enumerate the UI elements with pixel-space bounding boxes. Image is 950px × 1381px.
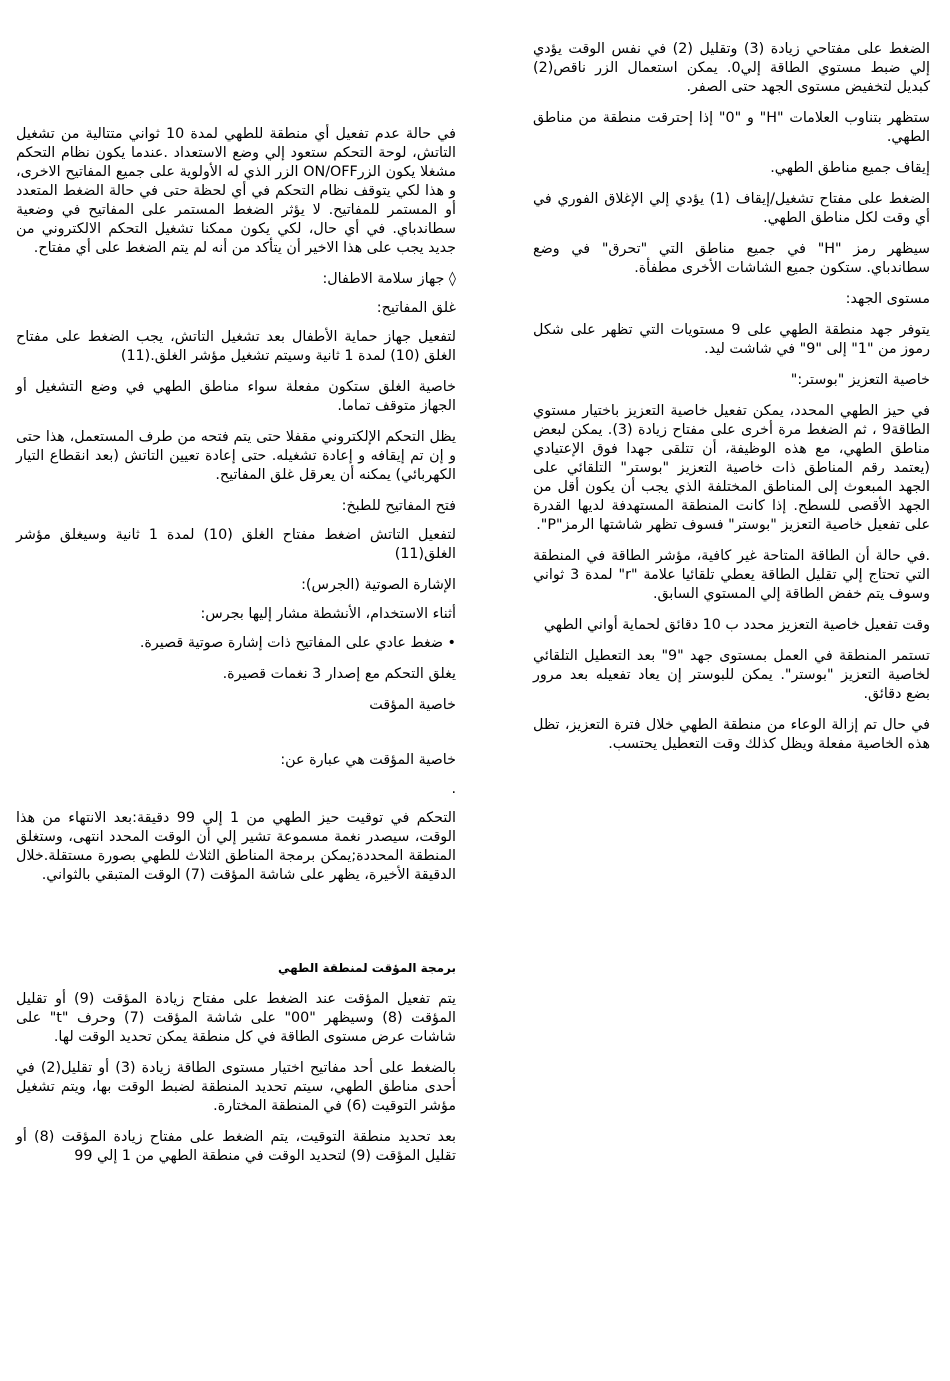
paragraph: يغلق التحكم مع إصدار 3 نغمات قصيرة. (222, 666, 456, 682)
section-heading: خاصية التعزيز "بوستر:" (790, 372, 930, 388)
section-heading: مستوى الجهد: (845, 291, 930, 307)
paragraph: في حيز الطهي المحدد، يمكن تفعيل خاصية التعزيز باختيار مستوي الطاقة9 ، ثم الضغط مرة أخرى على مفتاح زيادة (3). يمكن لبعض مناطق الطهي، مع هذه الوظيفة، أن تتلقى جهدا فوق الإعتيادي (يعتمد رقم المناطق ذات خاصية التعزيز "بوستر" التلقائي على الجهد المبعوث إلى المناطق المختلفة الذي يجب أن يكون أقل من الجهد الأقصى للسطح. إذا كانت المنطقة المستهدفة لديها القدرة على تفعيل خاصية التعزيز "بوستر" فسوف تظهر شاشتها الرمز"P". (533, 403, 930, 533)
section-heading: ◊ جهاز سلامة الاطفال: (322, 271, 456, 287)
left-text-column (16, 125, 456, 1178)
paragraph: . (451, 781, 456, 797)
subheading: فتح المفاتيح للطبخ: (341, 498, 456, 514)
section-heading: برمجة المؤقت لمنطقة الطهي (277, 961, 456, 975)
paragraph: ستظهر بتناوب العلامات "H" و "0" إذا إحترقت منطقة من مناطق الطهي. (533, 110, 930, 145)
paragraph: أثناء الاستخدام، الأنشطة مشار إليها بجرس: (200, 606, 456, 622)
paragraph: يتم تفعيل المؤقت عند الضغط على مفتاح زيادة المؤقت (9) أو تقليل المؤقت (8) وسيظهر "00" على شاشة المؤقت (7) وحرف "t" على شاشات عرض مستوى الطاقة في كل منطقة يمكن تحديد الوقت لها. (16, 991, 456, 1045)
paragraph: يتوفر جهد منطقة الطهي على 9 مستويات التي تظهر على شكل رموز من "1" إلى "9" في شاشت ليد. (533, 322, 930, 357)
paragraph: التحكم في توقيت حيز الطهي من 1 إلي 99 دقيقة:بعد الانتهاء من هذا الوقت، سيصدر نغمة مسموعة تشير إلي أن الوقت المحدد انتهى، وستغلق المنطقة المحددة;يمكن برمجة المناطق الثلاث للطهي بصورة مستقلة.خلال الدقيقة الأخيرة، يظهر على شاشة المؤقت (7) الوقت المتبقي بالثواني. (16, 810, 457, 883)
paragraph: إيقاف جميع مناطق الطهي. (770, 160, 930, 176)
paragraph: بالضغط على أحد مفاتيح اختيار مستوى الطاقة زيادة (3) أو تقليل(2) في أحدى مناطق الطهي، سيتم تحديد المنطقة لضبط الوقت بها، ويتم تشغيل مؤشر التوقيت (6) في المنطقة المختارة. (16, 1060, 457, 1114)
paragraph: وقت تفعيل خاصية التعزيز محدد ب 10 دقائق لحماية أواني الطهي (543, 617, 930, 633)
paragraph: الضغط على مفتاح تشغيل/إيقاف (1) يؤدي إلي الإغلاق الفوري في أي وقت لكل مناطق الطهي. (533, 191, 931, 226)
paragraph: لتفعيل جهاز حماية الأطفال بعد تشغيل التاتش، يجب الضغط على مفتاح الغلق (10) لمدة 1 ثانية وسيتم تشغيل مؤشر الغلق.(11) (16, 329, 456, 364)
spacer (16, 897, 456, 959)
section-heading: خاصية المؤقت (369, 697, 456, 713)
subheading: غلق المفاتيح: (376, 300, 456, 316)
right-text-column (533, 40, 930, 766)
paragraph: في حالة عدم تفعيل أي منطقة للطهي لمدة 10 ثواني متتالية من تشغيل التاتش، لوحة التحكم ستعود إلي وضع الاستعداد .عندما يكون نظام التحكم مشغلا يكون الزرON/OFF الزر الذي له الأولوية على جميع المفاتيح الاخرى، و هذا لكي يتوقف نظام التحكم في أي لحظة حتى في حالة الضغط المتعدد أو المستمر للمفاتيح. لا يؤثر الضغط المستمر على المفاتيح في وضعية سطاندباي. في أي حال، لكي يكون ممكنا تشغيل التحكم الالكتروني من جديد يجب على هذا الاخير أن يتأكد من أنه لم يتم الضغط على أي مفتاح. (16, 126, 456, 256)
paragraph: سيظهر رمز "H" في جميع مناطق التي "تحرق" في وضع سطاندباي. ستكون جميع الشاشات الأخرى مطفأة. (533, 241, 930, 276)
paragraph: يظل التحكم الإلكتروني مقفلا حتى يتم فتحه من طرف المستعمل، هذا حتى و إن تم إيقافه و إعادة تشغيله. حتى إعادة تعيين التاتش (بعد انقطاع التيار الكهربائي) يمكنه أن يعرقل غلق المفاتيح. (16, 429, 456, 483)
list-item: • ضغط عادي على المفاتيح ذات إشارة صوتية قصيرة. (139, 635, 456, 651)
paragraph: خاصية المؤقت هي عبارة عن: (280, 752, 456, 768)
subheading: الإشارة الصوتية (الجرس): (301, 577, 456, 593)
paragraph: في حال تم إزالة الوعاء من منطقة الطهي خلال فترة التعزيز، تظل هذه الخاصية مفعلة ويظل كذلك وقت التعطيل يحتسب. (533, 717, 930, 752)
spacer (16, 727, 456, 751)
paragraph: الضغط على مفتاحي زيادة (3) وتقليل (2) في نفس الوقت يؤدي إلي ضبط مستوي الطاقة إلي0. يمكن استعمال الزر ناقص(2) كبديل لتخفيض مستوى الجهد حتى الصفر. (533, 41, 930, 95)
paragraph: لتفعيل التاتش اضغط مفتاح الغلق (10) لمدة 1 ثانية وسيغلق مؤشر الغلق(11) (16, 527, 456, 562)
paragraph: بعد تحديد منطقة التوقيت، يتم الضغط على مفتاح زيادة المؤقت (8) أو تقليل المؤقت (9) لتحديد الوقت في منطقة الطهي من 1 إلي 99 (16, 1129, 457, 1164)
paragraph: تستمر المنطقة في العمل بمستوى جهد "9" بعد التعطيل التلقائي لخاصية التعزيز "بوستر". يمكن للبوستر إن يعاد تفعيله بعد مرور بضع دقائق. (533, 648, 930, 702)
paragraph: .في حالة أن الطاقة المتاحة غير كافية، مؤشر الطاقة في المنطقة التي تحتاج إلي تقليل الطاقة يعطي تلقائيا علامة "r" لمدة 3 ثواني وسوف يتم خفض الطاقة إلي المستوي السابق. (533, 548, 930, 602)
paragraph: خاصية الغلق ستكون مفعلة سواء مناطق الطهي في وضع التشغيل أو الجهاز متوقف تماما. (16, 379, 456, 414)
